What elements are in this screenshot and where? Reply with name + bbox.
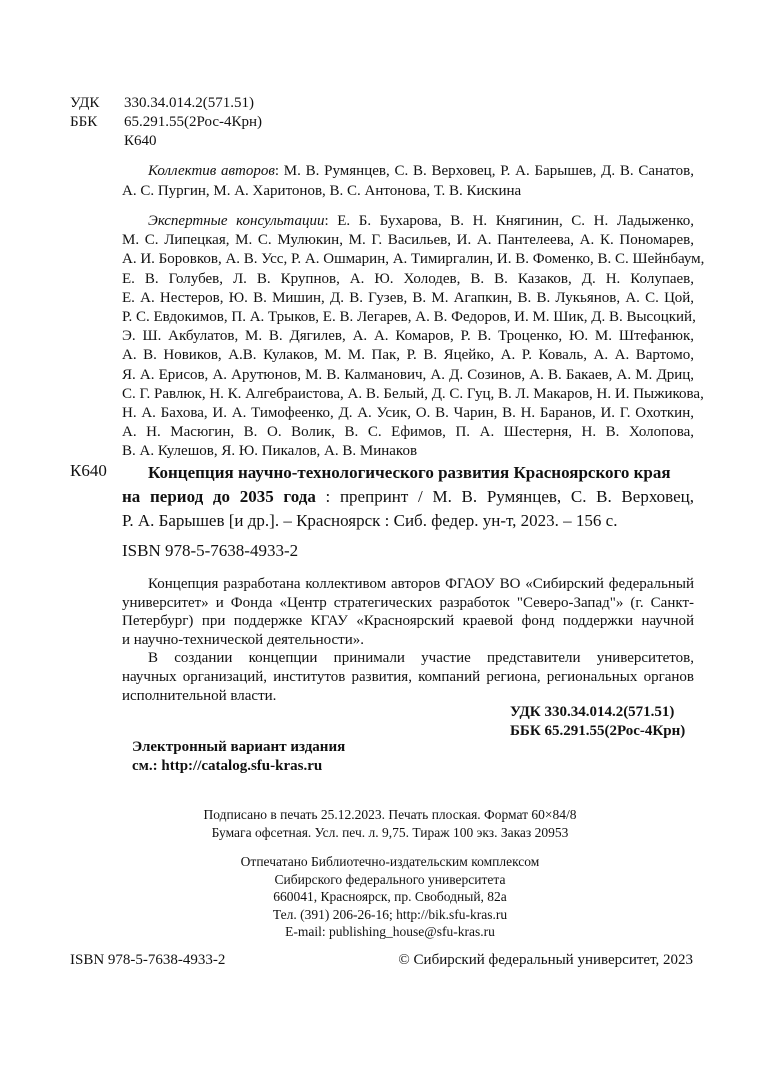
bbk-label: ББК	[70, 114, 98, 130]
experts-line: А. Н. Масюгин, В. О. Волик, В. С. Ефимов, П. А. Шестерня, Н. В. Холопова,	[122, 424, 694, 441]
author-mark: К640	[124, 133, 157, 149]
edition-line-1: Электронный вариант издания	[132, 739, 346, 755]
abstract	[122, 575, 694, 705]
right-udk: УДК 330.34.014.2(571.51)	[510, 704, 675, 720]
abstract-line: Концепция разработана коллективом авторов ФГАОУ ВО «Сибирский федеральный	[148, 576, 694, 592]
biblio-record	[122, 461, 694, 533]
experts-line: М. С. Липецкая, М. С. Мулюкин, М. Г. Васильев, И. А. Пантелеева, А. К. Пономарев,	[122, 232, 694, 249]
edition-block	[132, 738, 345, 776]
abstract-line: университет» и Фонда «Центр стратегических разработок "Северо-Запад"» (г. Санкт-	[122, 594, 694, 611]
publisher-info	[120, 853, 660, 941]
footer-isbn: ISBN 978-5-7638-4933-2	[70, 952, 226, 968]
experts-line: Н. А. Бахова, И. А. Тимофеенко, Д. А. Усик, О. В. Чарин, В. Н. Баранов, И. Г. Охоткин,	[122, 405, 694, 422]
print-line: Бумага офсетная. Усл. печ. л. 9,75. Тираж 100 экз. Заказ 20953	[211, 824, 569, 840]
biblio-line-2: на период до 2035 года : препринт / М. В. Румянцев, С. В. Верховец,	[122, 487, 694, 506]
experts-line: Е. А. Нестеров, Ю. В. Мишин, Д. В. Гузев, В. М. Агапкин, В. В. Лукьянов, А. С. Цой,	[122, 289, 694, 306]
publisher-line: Тел. (391) 206-26-16; http://bik.sfu-kras.ru	[272, 906, 508, 922]
publisher-line: E-mail: publishing_house@sfu-kras.ru	[285, 924, 495, 939]
experts-line: А. В. Новиков, А.В. Кулаков, М. М. Пак, Р. В. Яцейко, А. Р. Коваль, А. А. Вартомо,	[122, 347, 694, 364]
biblio-title-line-2: на период до 2035 года	[122, 487, 316, 506]
footer-copyright: © Сибирский федеральный университет, 2023	[398, 952, 693, 968]
edition-line-2: см.: http://catalog.sfu-kras.ru	[132, 758, 323, 774]
experts-line: В. А. Кулешов, Я. Ю. Пикалов, А. В. Минаков	[122, 443, 418, 460]
abstract-line: и научно-технической деятельности».	[122, 631, 364, 648]
udk-value: 330.34.014.2(571.51)	[124, 95, 254, 111]
authors-line-1: Коллектив авторов: М. В. Румянцев, С. В. Верховец, Р. А. Барышев, Д. В. Санатов,	[148, 163, 694, 179]
biblio-line-3: Р. А. Барышев [и др.]. – Красноярск : Сиб. федер. ун-т, 2023. – 156 с.	[122, 511, 618, 530]
authors-label: Коллектив авторов	[148, 163, 275, 179]
experts-label: Экспертные консультации	[148, 213, 325, 229]
publisher-line: 660041, Красноярск, пр. Свободный, 82а	[273, 889, 507, 904]
bbk-value: 65.291.55(2Рос-4Крн)	[124, 114, 263, 130]
isbn-middle: ISBN 978-5-7638-4933-2	[122, 541, 299, 560]
abstract-line: исполнительной власти.	[122, 687, 277, 704]
authors-block	[122, 161, 694, 201]
udk-label: УДК	[70, 95, 100, 111]
experts-line-first: Экспертные консультации: Е. Б. Бухарова, В. Н. Княгинин, С. Н. Ладыженко,	[148, 213, 694, 229]
print-line: Подписано в печать 25.12.2023. Печать плоская. Формат 60×84/8	[203, 807, 577, 822]
experts-line: Э. Ш. Акбулатов, М. В. Дягилев, А. А. Комаров, Р. В. Троценко, Ю. М. Штефанюк,	[122, 328, 694, 345]
experts-line: Е. В. Голубев, Л. В. Крупнов, А. Ю. Холодев, В. В. Казаков, Д. Н. Колупаев,	[122, 270, 694, 287]
publisher-line: Отпечатано Библиотечно-издательским комплексом	[240, 854, 540, 869]
right-codes	[510, 703, 685, 741]
abstract-line: научных организаций, институтов развития, компаний региона, региональных органов	[122, 668, 694, 685]
publisher-line: Сибирского федерального университета	[274, 871, 506, 887]
authors-line-2: А. С. Пургин, М. А. Харитонов, В. С. Антонова, Т. В. Кискина	[122, 183, 522, 199]
print-info	[120, 806, 660, 841]
experts-line: Я. А. Ерисов, А. Арутюнов, М. В. Калманович, А. Д. Созинов, А. В. Бакаев, А. М. Дриц,	[122, 366, 694, 383]
biblio-title-line-1: Концепция научно-технологического развития Красноярского края	[148, 463, 671, 482]
experts-block	[122, 212, 705, 462]
bbk-row	[70, 113, 262, 131]
right-bbk: ББК 65.291.55(2Рос-4Крн)	[510, 723, 686, 739]
experts-line: С. Г. Равлюк, Н. К. Алгебраистова, А. В. Белый, Д. С. Гуц, В. Л. Макаров, Н. И. Пыжикова,	[122, 385, 704, 402]
abstract-line: В создании концепции принимали участие представители университетов,	[148, 650, 694, 667]
biblio-mark: К640	[70, 461, 107, 480]
abstract-line: Петербург) при поддержке КГАУ «Красноярский краевой фонд поддержки научной	[122, 613, 694, 630]
udk-row	[70, 94, 254, 112]
experts-line: А. И. Боровков, А. В. Усс, Р. А. Ошмарин, А. Тимиргалин, И. В. Фоменко, В. С. Шейнбаум,	[122, 251, 705, 268]
experts-line: Р. С. Евдокимов, П. А. Трыков, Е. В. Легарев, А. В. Федоров, И. М. Шик, Д. В. Высоцкий,	[122, 309, 696, 326]
